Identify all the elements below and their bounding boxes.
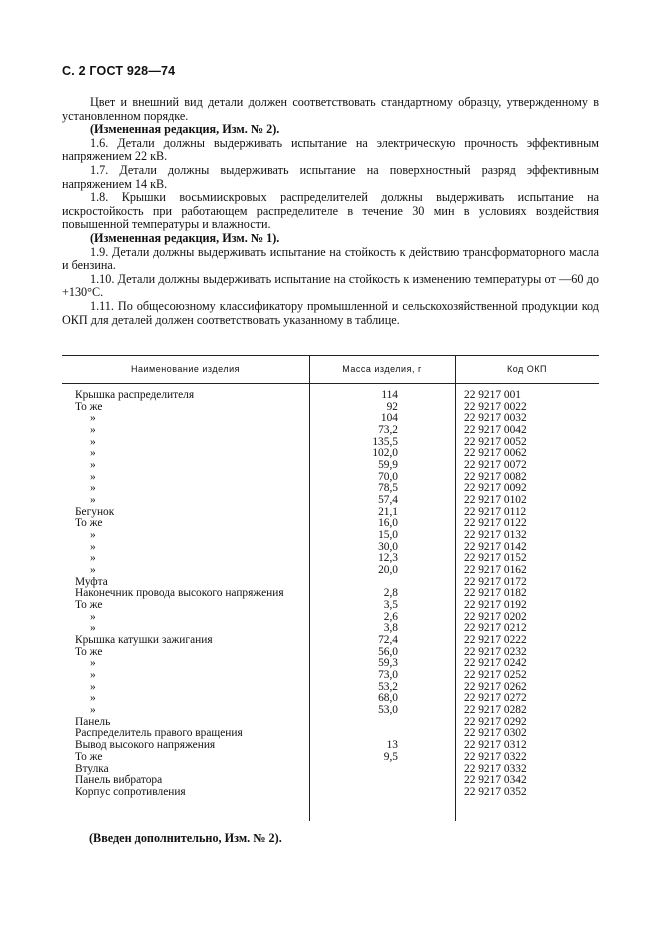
- mass-cell: 102,0: [372, 447, 398, 460]
- product-name-cell: »: [90, 704, 96, 717]
- paragraph: 1.11. По общесоюзному классификатору промышленной и сельскохозяйственной продукции код ОКП для деталей должен соответствовать указанному в таблице.: [62, 298, 599, 327]
- paragraph: 1.9. Детали должны выдерживать испытание на стойкость к действию трансформаторного масла и бензина.: [62, 244, 599, 273]
- product-name-cell: То же: [75, 400, 103, 413]
- mass-cell: 53,0: [378, 704, 398, 717]
- okp-code-cell: 22 9217 0222: [464, 634, 527, 647]
- mass-cell: 104: [380, 412, 398, 425]
- product-name-cell: Корпус сопротивления: [75, 785, 186, 798]
- product-name-cell: »: [90, 459, 96, 472]
- mass-cell: 92: [386, 400, 398, 413]
- mass-cell: 53,2: [378, 680, 398, 693]
- okp-code-cell: 22 9217 0212: [464, 622, 527, 635]
- mass-cell: 21,1: [378, 505, 398, 518]
- paragraph: 1.8. Крышки восьмиискровых распределителей должны выдерживать испытание на искростойкость при работающем распределителе в течение 30 мин в условиях воздействия повышенной температуры и влажности.: [62, 190, 599, 232]
- table-header-rule: [62, 383, 599, 384]
- amendment-note: (Введен дополнительно, Изм. № 2).: [89, 831, 282, 845]
- product-name-cell: То же: [75, 517, 103, 530]
- okp-code-cell: 22 9217 0332: [464, 762, 527, 775]
- amendment-note: (Измененная редакция, Изм. № 1).: [90, 230, 280, 245]
- page-header: С. 2 ГОСТ 928—74: [62, 64, 176, 78]
- table-row: [62, 752, 599, 764]
- okp-code-cell: 22 9217 0232: [464, 645, 527, 658]
- okp-code-cell: 22 9217 0252: [464, 669, 527, 682]
- okp-code-cell: 22 9217 0192: [464, 599, 527, 612]
- column-header-mass: Масса изделия, г: [342, 364, 422, 374]
- okp-code-cell: 22 9217 0152: [464, 552, 527, 565]
- product-name-cell: Вывод высокого напряжения: [75, 739, 216, 752]
- okp-code-cell: 22 9217 0122: [464, 517, 527, 530]
- okp-code-cell: 22 9217 0352: [464, 785, 527, 798]
- column-header-name: Наименование изделия: [131, 364, 240, 374]
- mass-cell: 59,3: [378, 657, 398, 670]
- mass-cell: 56,0: [378, 645, 398, 658]
- okp-code-cell: 22 9217 0262: [464, 680, 527, 693]
- product-name-cell: То же: [75, 750, 103, 763]
- product-name-cell: »: [90, 657, 96, 670]
- okp-code-cell: 22 9217 0302: [464, 727, 527, 740]
- product-name-cell: Бегунок: [75, 505, 115, 518]
- okp-code-cell: 22 9217 0072: [464, 459, 527, 472]
- table-row: [62, 530, 599, 542]
- paragraph: 1.7. Детали должны выдерживать испытание на поверхностный разряд эффективным напряжением 14 кВ.: [62, 162, 599, 191]
- paragraph: Цвет и внешний вид детали должен соответствовать стандартному образцу, утвержденному в установленном порядке.: [62, 95, 599, 123]
- product-name-cell: »: [90, 692, 96, 705]
- table-row: [62, 600, 599, 612]
- mass-cell: 15,0: [378, 529, 398, 542]
- okp-code-cell: 22 9217 0322: [464, 750, 527, 763]
- mass-cell: 2,8: [383, 587, 398, 600]
- okp-code-cell: 22 9217 0172: [464, 575, 527, 588]
- okp-code-cell: 22 9217 0102: [464, 494, 527, 507]
- mass-cell: 2,6: [383, 610, 398, 623]
- mass-cell: 73,2: [378, 424, 398, 437]
- product-name-cell: »: [90, 669, 96, 682]
- mass-cell: 20,0: [378, 564, 398, 577]
- mass-cell: 68,0: [378, 692, 398, 705]
- table-row: [62, 425, 599, 437]
- mass-cell: 16,0: [378, 517, 398, 530]
- mass-cell: 73,0: [378, 669, 398, 682]
- okp-code-cell: 22 9217 0112: [464, 505, 527, 518]
- mass-cell: 30,0: [378, 540, 398, 553]
- table-top-rule: [62, 355, 599, 356]
- okp-code-cell: 22 9217 0292: [464, 715, 527, 728]
- mass-cell: 3,8: [383, 622, 398, 635]
- okp-code-cell: 22 9217 0142: [464, 540, 527, 553]
- table-row: [62, 460, 599, 472]
- okp-code-cell: 22 9217 0092: [464, 482, 527, 495]
- product-name-cell: Крышка распределителя: [75, 389, 195, 401]
- mass-cell: 12,3: [378, 552, 398, 565]
- product-name-cell: Втулка: [75, 762, 109, 775]
- product-name-cell: »: [90, 540, 96, 553]
- product-name-cell: Наконечник провода высокого напряжения: [75, 587, 284, 600]
- product-name-cell: »: [90, 552, 96, 565]
- product-name-cell: То же: [75, 645, 103, 658]
- okp-code-cell: 22 9217 0062: [464, 447, 527, 460]
- okp-code-cell: 22 9217 0042: [464, 424, 527, 437]
- mass-cell: 78,5: [378, 482, 398, 495]
- okp-code-cell: 22 9217 0272: [464, 692, 527, 705]
- okp-code-cell: 22 9217 0032: [464, 412, 527, 425]
- mass-cell: 13: [386, 739, 398, 752]
- mass-cell: 57,4: [378, 494, 398, 507]
- okp-code-cell: 22 9217 0052: [464, 435, 527, 448]
- product-name-cell: »: [90, 610, 96, 623]
- mass-cell: 9,5: [383, 750, 398, 763]
- product-name-cell: »: [90, 494, 96, 507]
- product-name-cell: »: [90, 622, 96, 635]
- okp-code-cell: 22 9217 0282: [464, 704, 527, 717]
- mass-cell: 72,4: [378, 634, 398, 647]
- table-row: [62, 495, 599, 507]
- paragraph: 1.10. Детали должны выдерживать испытание на стойкость к изменению температуры от —60 до +130°С.: [62, 271, 599, 300]
- product-name-cell: Панель: [75, 715, 111, 728]
- table-row: [62, 787, 599, 799]
- mass-cell: 135,5: [372, 435, 398, 448]
- table-row: [62, 565, 599, 577]
- okp-code-cell: 22 9217 0022: [464, 400, 527, 413]
- table-body: [62, 390, 599, 799]
- product-name-cell: Крышка катушки зажигания: [75, 634, 213, 647]
- product-name-cell: »: [90, 482, 96, 495]
- okp-code-cell: 22 9217 001: [464, 389, 521, 401]
- paragraph: 1.6. Детали должны выдерживать испытание на электрическую прочность эффективным напряжением 22 кВ.: [62, 135, 599, 164]
- product-name-cell: »: [90, 470, 96, 483]
- product-name-cell: Распределитель правого вращения: [75, 727, 243, 740]
- okp-code-cell: 22 9217 0162: [464, 564, 527, 577]
- product-name-cell: То же: [75, 599, 103, 612]
- paragraph-block: [62, 96, 599, 327]
- okp-code-cell: 22 9217 0242: [464, 657, 527, 670]
- product-name-cell: »: [90, 447, 96, 460]
- column-header-code: Код ОКП: [506, 364, 547, 374]
- mass-cell: 70,0: [378, 470, 398, 483]
- okp-code-cell: 22 9217 0202: [464, 610, 527, 623]
- product-name-cell: »: [90, 412, 96, 425]
- product-name-cell: Муфта: [75, 575, 108, 588]
- okp-code-cell: 22 9217 0182: [464, 587, 527, 600]
- table-row: [62, 390, 599, 402]
- amendment-note: (Измененная редакция, Изм. № 2).: [90, 122, 280, 137]
- product-name-cell: »: [90, 424, 96, 437]
- okp-code-cell: 22 9217 0082: [464, 470, 527, 483]
- product-name-cell: »: [90, 435, 96, 448]
- mass-cell: 3,5: [383, 599, 398, 612]
- okp-code-cell: 22 9217 0132: [464, 529, 527, 542]
- product-name-cell: »: [90, 564, 96, 577]
- mass-cell: 114: [381, 389, 398, 401]
- okp-code-cell: 22 9217 0312: [464, 739, 527, 752]
- product-name-cell: Панель вибратора: [75, 774, 163, 787]
- mass-cell: 59,9: [378, 459, 398, 472]
- okp-code-cell: 22 9217 0342: [464, 774, 527, 787]
- product-name-cell: »: [90, 529, 96, 542]
- product-name-cell: »: [90, 680, 96, 693]
